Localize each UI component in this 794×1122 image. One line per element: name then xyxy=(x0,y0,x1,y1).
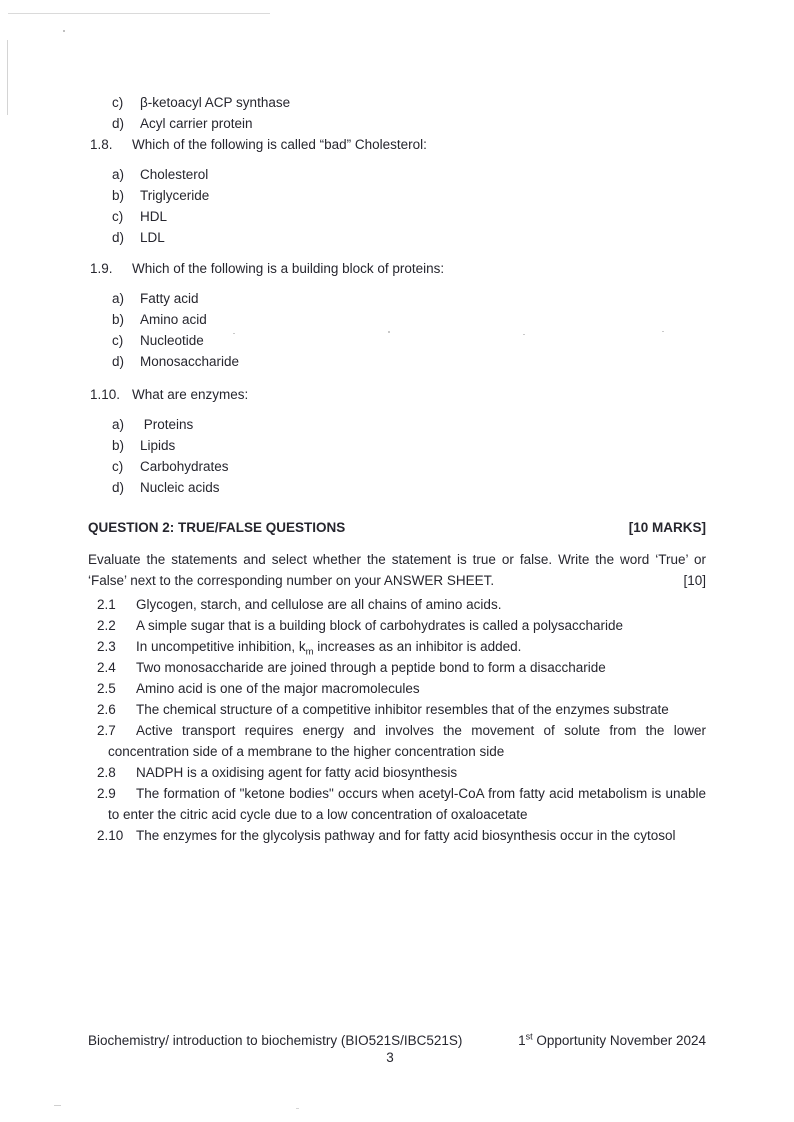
option-letter: c) xyxy=(112,333,124,348)
statement-text: The chemical structure of a competitive inhibitor resembles that of the enzymes substrate xyxy=(136,702,669,717)
option-row xyxy=(88,164,706,185)
option-row xyxy=(88,351,706,372)
statement-row xyxy=(88,657,706,678)
statement-row xyxy=(88,636,706,657)
option-text: Amino acid xyxy=(140,312,207,327)
statement-text: A simple sugar that is a building block of carbohydrates is called a polysaccharide xyxy=(136,618,624,633)
section-heading: QUESTION 2: TRUE/FALSE QUESTIONS xyxy=(88,520,346,535)
option-text: Carbohydrates xyxy=(140,459,229,474)
statement-number: 2.4 xyxy=(97,660,116,675)
option-group xyxy=(88,288,706,372)
instructions-text: Evaluate the statements and select whether the statement is true or false. Write the word ‘True’ or ‘False’ next to the corresponding number on your ANSWER SHEET. xyxy=(88,552,706,588)
option-text: Cholesterol xyxy=(140,167,209,182)
statement-number: 2.6 xyxy=(97,702,116,717)
option-text: Proteins xyxy=(140,417,194,432)
option-row xyxy=(88,92,706,113)
statement-row xyxy=(88,678,706,699)
option-row xyxy=(88,456,706,477)
statement-number: 2.5 xyxy=(97,681,116,696)
footer-session-text: Opportunity November 2024 xyxy=(532,1033,706,1048)
statement-row xyxy=(88,720,706,762)
question-number: 1.8. xyxy=(90,137,113,152)
footer-session-ordinal: st xyxy=(525,1031,533,1042)
carryover-options xyxy=(88,92,706,134)
question-block xyxy=(88,384,706,498)
option-letter: d) xyxy=(112,116,125,131)
statement-row xyxy=(88,699,706,720)
statement-text: Amino acid is one of the major macromolecules xyxy=(136,681,420,696)
question-number: 1.9. xyxy=(90,261,113,276)
statement-row xyxy=(88,615,706,636)
option-letter: c) xyxy=(112,209,124,224)
option-row xyxy=(88,227,706,248)
scan-artifact xyxy=(8,13,270,14)
scan-artifact xyxy=(7,40,8,115)
option-letter: b) xyxy=(112,312,125,327)
inline-marks: [10] xyxy=(683,573,706,588)
option-text: Triglyceride xyxy=(140,188,210,203)
question-row xyxy=(88,258,706,279)
option-letter: c) xyxy=(112,459,124,474)
option-row xyxy=(88,206,706,227)
option-text: Acyl carrier protein xyxy=(140,116,253,131)
option-letter: d) xyxy=(112,230,125,245)
question2-heading-row xyxy=(88,517,706,538)
option-row xyxy=(88,435,706,456)
statement-number: 2.8 xyxy=(97,765,116,780)
statement-text: Two monosaccharide are joined through a peptide bond to form a disaccharide xyxy=(136,660,606,675)
scan-artifact xyxy=(63,30,65,32)
question-text: Which of the following is called “bad” Cholesterol: xyxy=(132,137,427,152)
option-row xyxy=(88,414,706,435)
statement-number: 2.3 xyxy=(97,639,116,654)
statement-text: NADPH is a oxidising agent for fatty acid biosynthesis xyxy=(136,765,458,780)
option-text: Nucleic acids xyxy=(140,480,220,495)
option-group xyxy=(88,414,706,498)
scan-artifact xyxy=(54,1105,61,1106)
question-row xyxy=(88,384,706,405)
statement-row xyxy=(88,825,706,846)
option-row xyxy=(88,477,706,498)
statement-number: 2.2 xyxy=(97,618,116,633)
option-letter: c) xyxy=(112,95,124,110)
option-letter: a) xyxy=(112,167,125,182)
question-text: What are enzymes: xyxy=(132,387,249,402)
option-letter: b) xyxy=(112,438,125,453)
question1-list xyxy=(88,134,706,498)
statement-row xyxy=(88,783,706,825)
option-letter: d) xyxy=(112,354,125,369)
scan-artifact xyxy=(296,1108,299,1109)
option-text: Lipids xyxy=(140,438,176,453)
option-letter: a) xyxy=(112,291,125,306)
statement-text: In uncompetitive inhibition, $k_m$ increases as an inhibitor is added. xyxy=(136,639,522,658)
statement-text: The formation of "ketone bodies" occurs when acetyl-CoA from fatty acid metabolism is unable to enter the citric acid cycle due to a low concentration of oxaloacetate xyxy=(108,786,706,822)
option-text: HDL xyxy=(140,209,168,224)
option-text: Monosaccharide xyxy=(140,354,240,369)
option-row xyxy=(88,330,706,351)
option-letter: b) xyxy=(112,188,125,203)
option-row xyxy=(88,288,706,309)
statement-text: Glycogen, starch, and cellulose are all chains of amino acids. xyxy=(136,597,502,612)
statement-number: 2.9 xyxy=(97,786,116,801)
question-row xyxy=(88,134,706,155)
statement-row xyxy=(88,762,706,783)
footer-course: Biochemistry/ introduction to biochemistry (BIO521S/IBC521S) xyxy=(88,1033,463,1048)
option-row xyxy=(88,185,706,206)
footer-session-number: 1 xyxy=(518,1033,526,1048)
option-text: β-ketoacyl ACP synthase xyxy=(140,95,291,110)
question-block xyxy=(88,258,706,372)
statement-text: Active transport requires energy and involves the movement of solute from the lower concentration side of a membrane to the higher concentration side xyxy=(108,723,706,759)
exam-content xyxy=(88,92,706,846)
statement-row xyxy=(88,594,706,615)
question-block xyxy=(88,134,706,248)
page-number: 3 xyxy=(386,1050,394,1065)
statement-text: The enzymes for the glycolysis pathway and for fatty acid biosynthesis occur in the cytosol xyxy=(136,828,676,843)
question-number: 1.10. xyxy=(90,387,121,402)
option-group xyxy=(88,164,706,248)
question-text: Which of the following is a building block of proteins: xyxy=(132,261,445,276)
option-row xyxy=(88,113,706,134)
option-row xyxy=(88,309,706,330)
option-letter: d) xyxy=(112,480,125,495)
statements-list xyxy=(88,594,706,846)
instructions xyxy=(88,549,706,591)
section-marks: [10 MARKS] xyxy=(628,520,706,535)
option-text: Fatty acid xyxy=(140,291,199,306)
statement-number: 2.7 xyxy=(97,723,116,738)
statement-number: 2.1 xyxy=(97,597,116,612)
subscript: m xyxy=(305,646,314,658)
option-text: LDL xyxy=(140,230,165,245)
statement-number: 2.10 xyxy=(97,828,124,843)
option-text: Nucleotide xyxy=(140,333,204,348)
option-letter: a) xyxy=(112,417,125,432)
